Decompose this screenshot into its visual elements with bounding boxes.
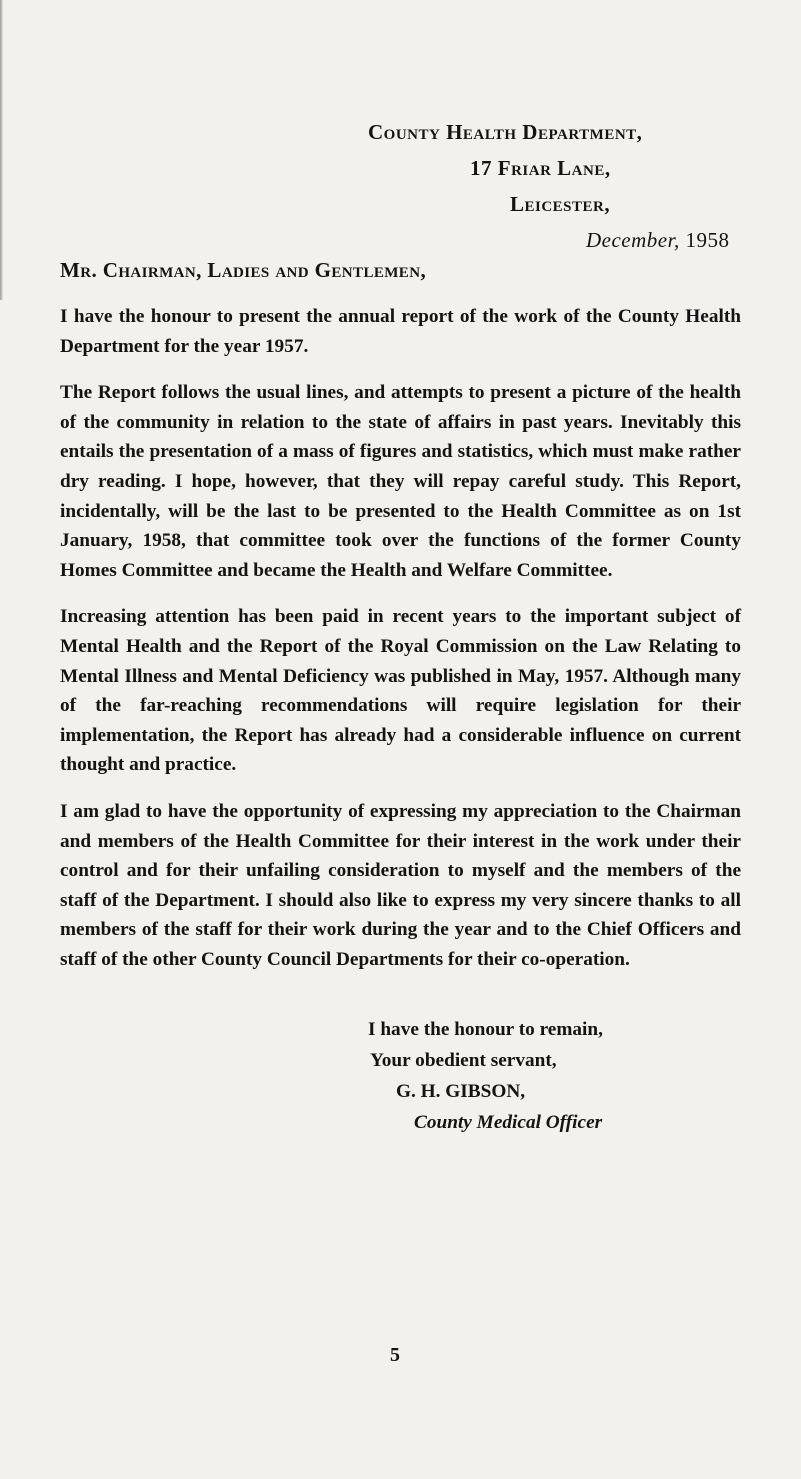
address-date (368, 222, 740, 258)
letter-closing (368, 1014, 748, 1138)
closing-servant: Your obedient servant, (370, 1050, 557, 1071)
page-binding-edge (0, 0, 3, 300)
closing-remain: I have the honour to remain, (368, 1019, 603, 1040)
paragraph: The Report follows the usual lines, and attempts to present a picture of the health of the community in relation to the state of affairs in past years. Inevitably this entails the presentation of a mass of figures and statistics, which must make rather dry reading. I hope, however, that they will repay careful study. This Report, incidentally, will be the last to be presented to the Health Committee as on 1st January, 1958, that committee took over the functions of the former County Homes Committee and became the Health and Welfare Committee. (60, 382, 741, 581)
page-number: 5 (390, 1344, 400, 1366)
address-department: County Health Department, (368, 120, 643, 144)
date-year: 1958 (685, 228, 730, 252)
address-street: 17 Friar Lane, (470, 156, 611, 180)
letter-body (60, 302, 741, 991)
sender-address (368, 114, 740, 258)
date-month: December, (586, 228, 680, 252)
paragraph: I am glad to have the opportunity of expressing my appreciation to the Chairman and members of the Health Committee for their interest in the work under their control and for their unfailing consideration to myself and the members of the staff of the Department. I should also like to express my very sincere thanks to all members of the staff for their work during the year and to the Chief Officers and staff of the other County Council Departments for their co-operation. (60, 800, 741, 970)
address-city: Leicester, (510, 192, 611, 216)
signatory-title: County Medical Officer (414, 1112, 603, 1133)
paragraph: Increasing attention has been paid in recent years to the important subject of Mental Health and the Report of the Royal Commission on the Law Relating to Mental Illness and Mental Deficiency was published in May, 1957. Although many of the far-reaching recommendations will require legislation for their implementation, the Report has already had a considerable influence on current thought and practice. (60, 606, 741, 776)
salutation: Mr. Chairman, Ladies and Gentlemen, (60, 258, 427, 282)
signatory-name: G. H. GIBSON, (396, 1081, 526, 1102)
paragraph: I have the honour to present the annual report of the work of the County Health Department for the year 1957. (60, 306, 741, 357)
